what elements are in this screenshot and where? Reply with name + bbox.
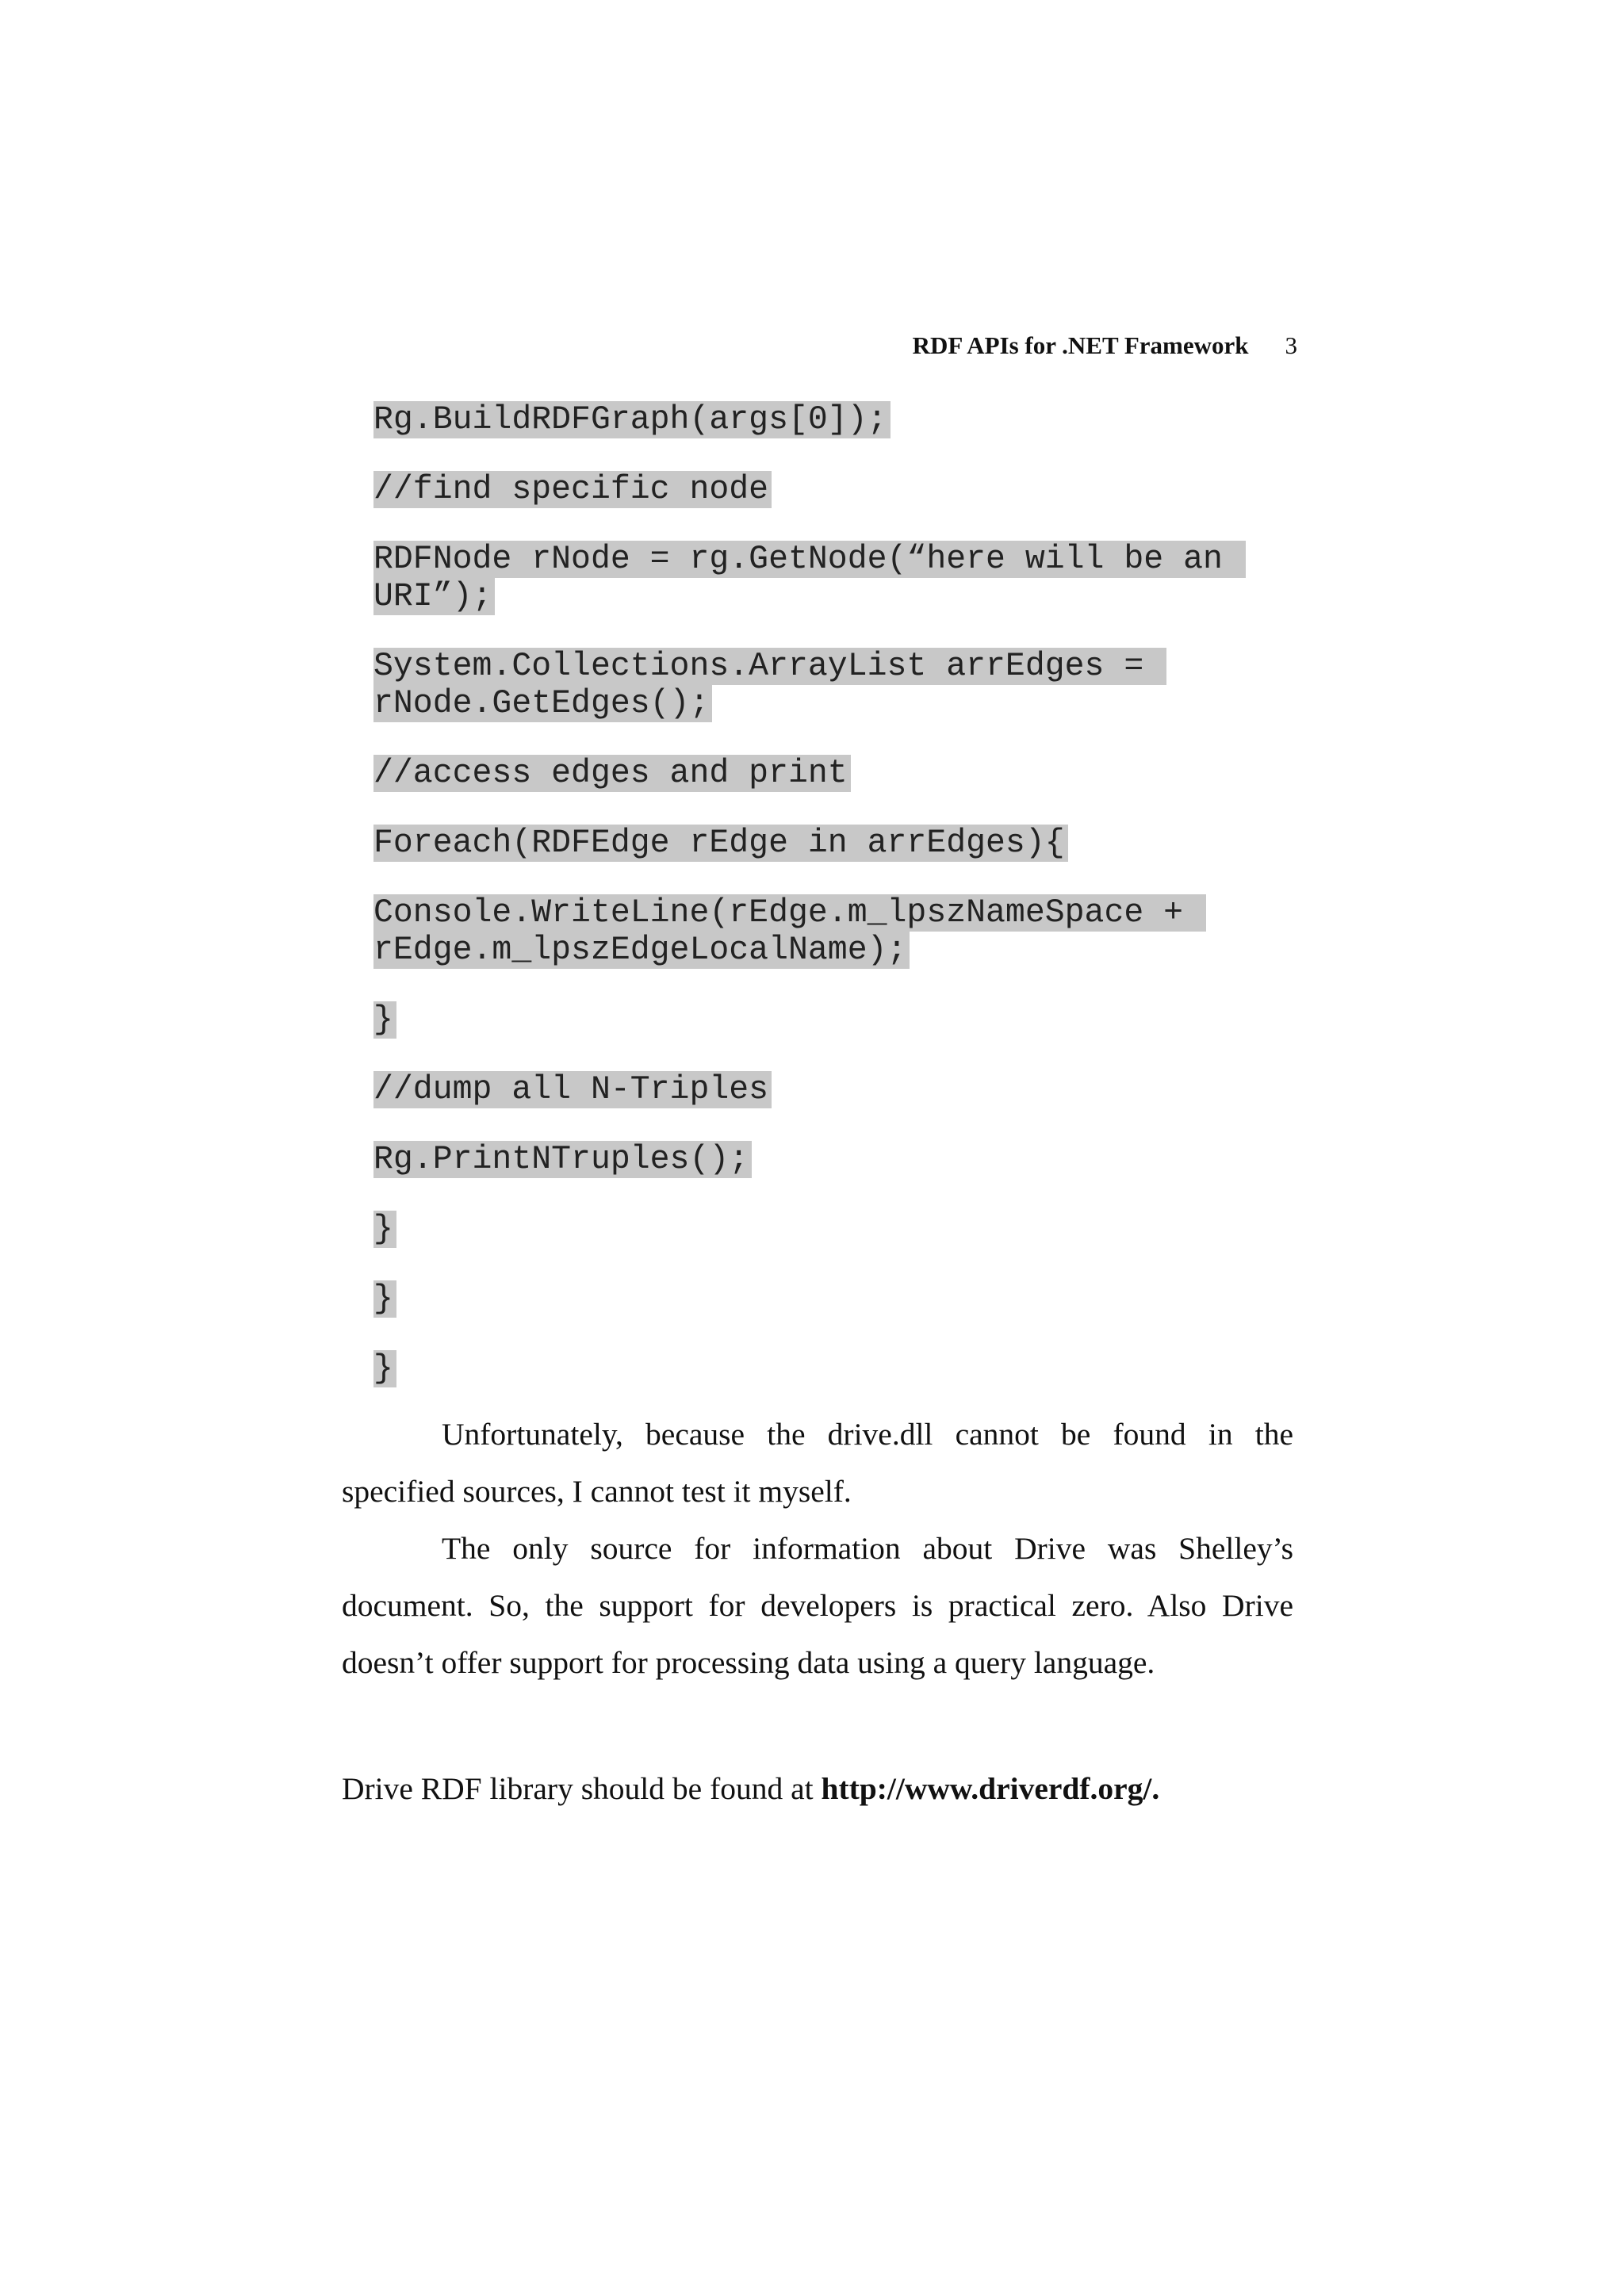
- library-location-text: Drive RDF library should be found at: [342, 1771, 822, 1806]
- code-line: [373, 648, 1325, 722]
- code-line: [373, 1350, 1325, 1387]
- code-line: [373, 1211, 1325, 1248]
- code-line: [373, 401, 1325, 438]
- library-url: http://www.driverdf.org/.: [821, 1771, 1160, 1806]
- code-line: [373, 894, 1325, 969]
- code-text: rEdge.m_lpszEdgeLocalName);: [373, 932, 910, 969]
- code-text: URI”);: [373, 578, 495, 615]
- code-line: [373, 471, 1325, 508]
- code-text: //access edges and print: [373, 755, 851, 792]
- code-text: //dump all N-Triples: [373, 1071, 772, 1108]
- code-text: Foreach(RDFEdge rEdge in arrEdges){: [373, 825, 1068, 862]
- code-line: [373, 541, 1325, 615]
- code-text: Rg.BuildRDFGraph(args[0]);: [373, 401, 891, 438]
- code-text: //find specific node: [373, 471, 772, 508]
- code-text: }: [373, 1001, 396, 1039]
- page-number: 3: [1285, 331, 1297, 359]
- library-location-paragraph: [342, 1760, 1293, 1817]
- running-header: [901, 330, 1297, 362]
- code-text: rNode.GetEdges();: [373, 685, 712, 722]
- body-paragraph: Unfortunately, because the drive.dll cannot be found in the specified sources, I cannot test it myself.: [342, 1417, 1293, 1509]
- code-text: RDFNode rNode = rg.GetNode(“here will be an: [373, 541, 1246, 578]
- code-line: [373, 1071, 1325, 1108]
- code-line: [373, 825, 1325, 862]
- code-text: }: [373, 1280, 396, 1318]
- body-paragraph: The only source for information about Drive was Shelley’s document. So, the support for developers is practical zero. Also Drive doesn’t offer support for processing data using a query language.: [342, 1531, 1293, 1680]
- code-text: }: [373, 1211, 396, 1248]
- code-line: [373, 755, 1325, 792]
- code-line: [373, 1280, 1325, 1318]
- code-line: [373, 1001, 1325, 1039]
- code-text: Rg.PrintNTruples();: [373, 1141, 752, 1178]
- code-text: Console.WriteLine(rEdge.m_lpszNameSpace +: [373, 894, 1206, 932]
- code-text: }: [373, 1350, 396, 1387]
- running-title: RDF APIs for .NET Framework: [912, 331, 1249, 359]
- code-line: [373, 1141, 1325, 1178]
- code-listing: [373, 401, 1325, 1420]
- code-text: System.Collections.ArrayList arrEdges =: [373, 648, 1166, 685]
